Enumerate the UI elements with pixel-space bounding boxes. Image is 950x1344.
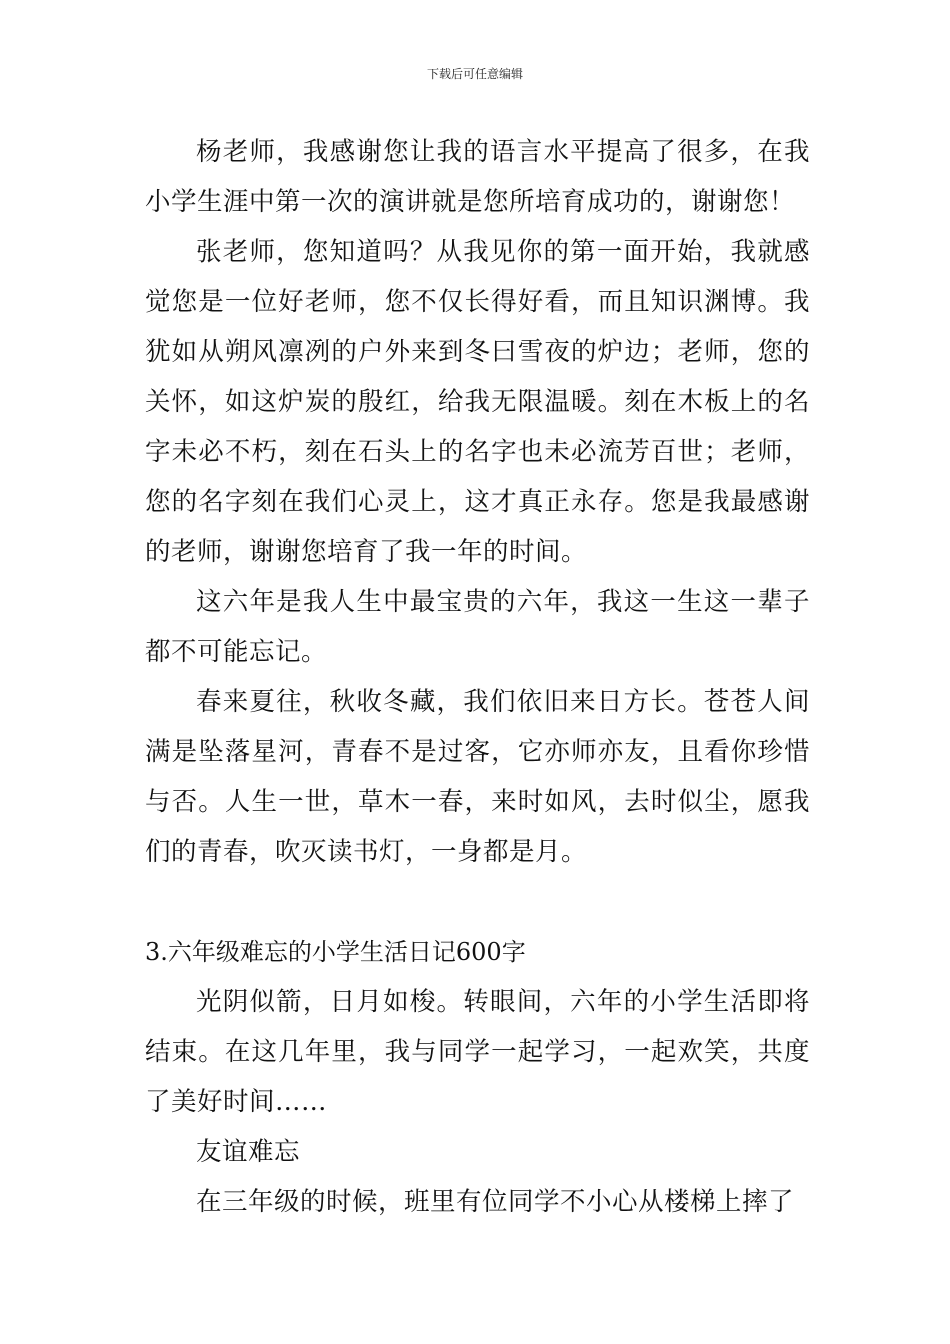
paragraph: 春来夏往，秋收冬藏，我们依旧来日方长。苍苍人间满是坠落星河，青春不是过客，它亦师亦友，且看你珍惜与否。人生一世，草木一春，来时如风，去时似尘，愿我们的青春，吹灭读书灯，一身都是月。 <box>145 687 810 867</box>
section-heading: 3.六年级难忘的小学生活日记600字 <box>145 938 526 966</box>
section-spacer <box>145 877 810 927</box>
paragraph: 这六年是我人生中最宝贵的六年，我这一生这一辈子都不可能忘记。 <box>145 587 810 667</box>
page-header: 下载后可任意编辑 <box>426 67 523 81</box>
paragraph: 在三年级的时候，班里有位同学不小心从楼梯上摔了 <box>196 1187 795 1217</box>
document-body <box>145 127 810 1227</box>
paragraph: 张老师，您知道吗？从我见你的第一面开始，我就感觉您是一位好老师，您不仅长得好看，而且知识渊博。我犹如从朔风凛冽的户外来到冬曰雪夜的炉边；老师，您的关怀，如这炉炭的殷红，给我无限温暖。刻在木板上的名字未必不朽，刻在石头上的名字也未必流芳百世；老师，您的名字刻在我们心灵上，这才真正永存。您是我最感谢的老师，谢谢您培育了我一年的时间。 <box>145 237 810 567</box>
subheading: 友谊难忘 <box>196 1137 301 1167</box>
paragraph: 杨老师，我感谢您让我的语言水平提高了很多，在我小学生涯中第一次的演讲就是您所培育成功的，谢谢您！ <box>145 137 810 217</box>
paragraph: 光阴似箭，日月如梭。转眼间，六年的小学生活即将结束。在这几年里，我与同学一起学习，一起欢笑，共度了美好时间…… <box>145 987 810 1117</box>
